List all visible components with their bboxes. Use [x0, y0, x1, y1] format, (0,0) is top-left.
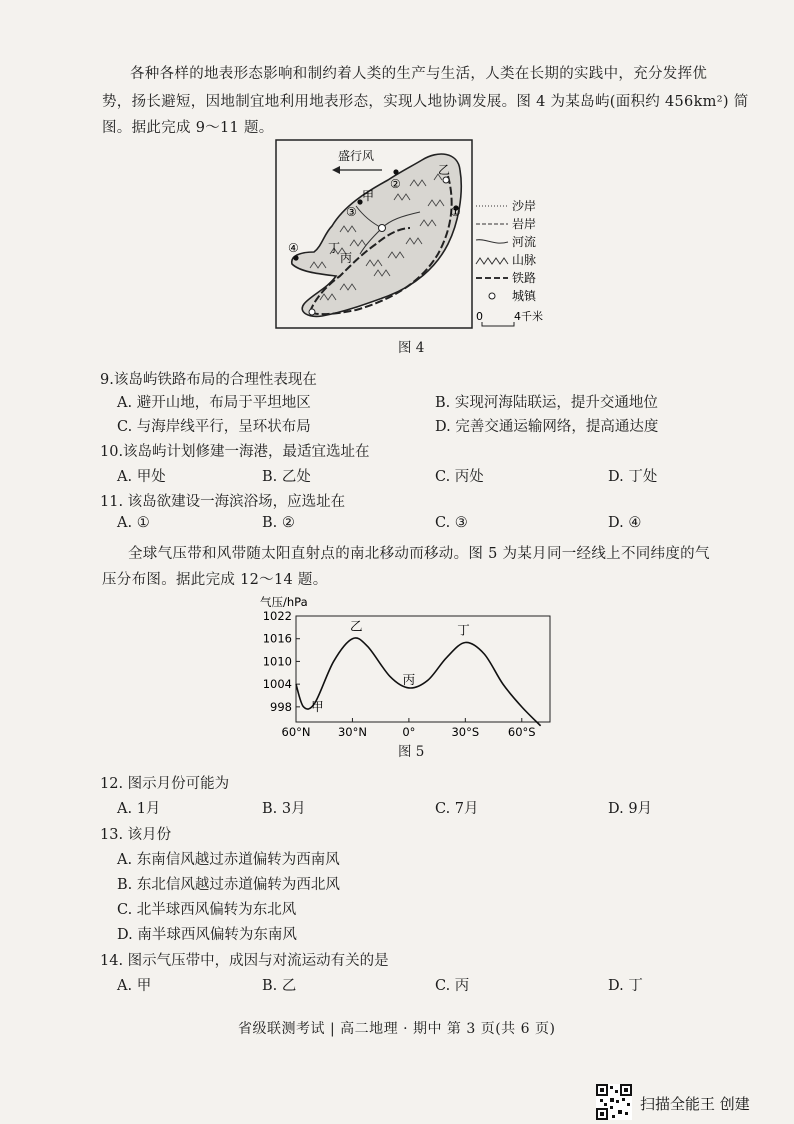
q13-option-c: C. 北半球西风偏转为东北风	[117, 902, 297, 918]
town-center	[379, 225, 386, 232]
island-map	[270, 136, 570, 332]
q13-stem: 13. 该月份	[100, 827, 172, 843]
q12-option-d: D. 9月	[608, 801, 653, 817]
legend-river: 河流	[512, 235, 537, 249]
q11-option-a: A. ①	[117, 515, 150, 531]
legend-sand: 沙岸	[512, 199, 537, 213]
site-2-dot	[393, 169, 398, 174]
intro-line-2: 势，扬长避短，因地制宜地利用地表形态，实现人地协调发展。图 4 为某岛屿(面积约 456km²) 简	[102, 94, 749, 110]
chart-ticks	[263, 609, 536, 739]
q14-stem: 14. 图示气压带中，成因与对流运动有关的是	[100, 953, 389, 969]
q11-option-d: D. ④	[608, 515, 642, 531]
chart-ylabel: 气压/hPa	[260, 595, 308, 609]
q11-stem: 11. 该岛欲建设一海滨浴场，应选址在	[100, 494, 346, 510]
label-site-3: ③	[346, 205, 357, 219]
q9-option-a: A. 避开山地，布局于平坦地区	[117, 395, 311, 411]
intro-line-1: 各种各样的地表形态影响和制约着人类的生产与生活，人类在长期的实践中，充分发挥优	[130, 66, 708, 82]
chart-annotation-label: 丁	[457, 622, 470, 638]
town-south	[309, 309, 315, 315]
chart-axes	[296, 616, 550, 722]
qr-code-icon	[596, 1084, 632, 1120]
q14-option-b: B. 乙	[262, 978, 297, 994]
q14-option-d: D. 丁	[608, 978, 643, 994]
q14-option-a: A. 甲	[117, 978, 152, 994]
chart-annotation-label: 丙	[402, 671, 416, 687]
legend-town-symbol	[489, 293, 495, 299]
figure-5-caption: 图 5	[398, 744, 425, 760]
legend-mountain-symbol	[476, 258, 508, 264]
pressure-curve	[296, 638, 541, 726]
q13-option-d: D. 南半球西风偏转为东南风	[117, 927, 297, 943]
label-site-4: ④	[288, 241, 299, 255]
q9-option-b: B. 实现河海陆联运，提升交通地位	[435, 395, 658, 411]
y-tick-label: 1004	[262, 677, 292, 692]
scale-bar	[482, 322, 514, 326]
q9-stem: 9.该岛屿铁路布局的合理性表现在	[100, 372, 317, 388]
q12-option-c: C. 7月	[435, 801, 479, 817]
q10-option-d: D. 丁处	[608, 469, 658, 485]
q13-option-a: A. 东南信风越过赤道偏转为西南风	[117, 852, 340, 868]
q10-option-c: C. 丙处	[435, 469, 484, 485]
q9-option-d: D. 完善交通运输网络，提高通达度	[435, 419, 659, 435]
legend-town: 城镇	[512, 289, 537, 303]
scanner-watermark: 扫描全能王 创建	[640, 1095, 750, 1113]
intro2-line-2: 压分布图。据此完成 12～14 题。	[102, 572, 328, 588]
figure-4-caption: 图 4	[398, 340, 425, 356]
q12-option-a: A. 1月	[117, 801, 161, 817]
label-ding: 丁	[328, 241, 341, 255]
q12-stem: 12. 图示月份可能为	[100, 776, 230, 792]
legend-rock: 岩岸	[512, 217, 537, 231]
chart-annotation-label: 乙	[349, 618, 363, 634]
label-site-1: ①	[450, 205, 461, 219]
q11-option-c: C. ③	[435, 515, 468, 531]
pressure-chart	[250, 590, 570, 740]
x-tick-label: 30°S	[451, 725, 480, 739]
y-tick-label: 1022	[262, 609, 292, 623]
x-tick-label: 0°	[402, 725, 416, 739]
wind-label: 盛行风	[338, 149, 375, 163]
q10-stem: 10.该岛屿计划修建一海港，最适宜选址在	[100, 444, 370, 460]
legend-rail: 铁路	[512, 271, 537, 285]
intro2-line-1: 全球气压带和风带随太阳直射点的南北移动而移动。图 5 为某月同一经线上不同纬度的气	[128, 546, 710, 562]
x-tick-label: 60°S	[507, 725, 536, 739]
y-tick-label: 998	[270, 699, 292, 714]
label-jia: 甲	[362, 189, 375, 203]
x-tick-label: 30°N	[337, 725, 367, 739]
q12-option-b: B. 3月	[262, 801, 306, 817]
scale-zero: 0	[476, 310, 483, 323]
y-tick-label: 1010	[262, 654, 292, 669]
q10-option-a: A. 甲处	[117, 469, 166, 485]
q9-option-c: C. 与海岸线平行，呈环状布局	[117, 419, 311, 435]
q10-option-b: B. 乙处	[262, 469, 311, 485]
q11-option-b: B. ②	[262, 515, 295, 531]
chart-plot-frame	[296, 616, 550, 722]
legend-river-symbol	[476, 240, 508, 243]
chart-annotations	[311, 619, 470, 714]
label-yi: 乙	[438, 163, 451, 177]
island-shape	[292, 154, 462, 316]
chart-series	[296, 638, 541, 726]
x-tick-label: 60°N	[281, 725, 311, 739]
site-4-dot	[293, 255, 298, 260]
legend-mountain: 山脉	[512, 253, 537, 267]
intro-line-3: 图。据此完成 9～11 题。	[102, 120, 274, 136]
q13-option-b: B. 东北信风越过赤道偏转为西北风	[117, 877, 340, 893]
y-tick-label: 1016	[262, 631, 292, 646]
chart-annotation-label: 甲	[311, 698, 324, 714]
town-yi	[443, 177, 449, 183]
q14-option-c: C. 丙	[435, 978, 470, 994]
label-bing: 丙	[340, 251, 353, 265]
page-footer: 省级联测考试 | 高二地理 · 期中 第 3 页(共 6 页)	[238, 1021, 556, 1037]
scale-unit: 4千米	[514, 310, 543, 323]
label-site-2: ②	[390, 177, 401, 191]
